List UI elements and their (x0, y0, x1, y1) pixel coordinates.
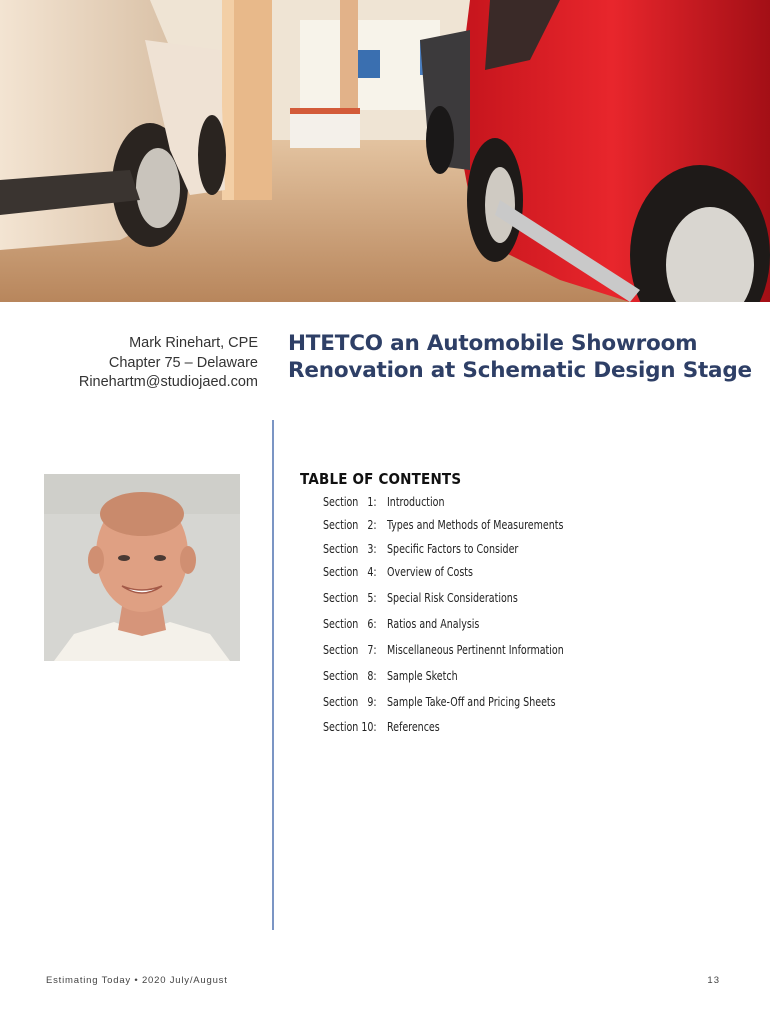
toc-item (323, 643, 743, 661)
hero-showroom-photo (0, 0, 770, 302)
toc-section-number: Section 9: (323, 695, 377, 709)
article-title-line-2: Renovation at Schematic Design Stage (288, 358, 752, 383)
toc-section-number: Section 10: (323, 720, 377, 734)
toc-heading: TABLE OF CONTENTS (300, 470, 462, 488)
article-title-line-1: HTETCO an Automobile Showroom (288, 331, 698, 356)
toc-section-title: Miscellaneous Pertinennt Information (387, 643, 564, 657)
toc-section-title: Sample Take-Off and Pricing Sheets (387, 695, 556, 709)
author-email: Rinehartm@studiojaed.com (78, 374, 258, 390)
author-block (18, 334, 258, 393)
toc-section-number: Section 5: (323, 591, 377, 605)
toc-item (323, 518, 743, 536)
toc-section-number: Section 1: (323, 495, 377, 509)
article-title (288, 330, 758, 384)
toc-section-number: Section 8: (323, 669, 377, 683)
toc-item (323, 591, 743, 609)
toc-section-title: Specific Factors to Consider (387, 542, 519, 556)
toc-section-title: Sample Sketch (387, 669, 458, 683)
author-name: Mark Rinehart, CPE (129, 335, 258, 351)
toc-section-number: Section 7: (323, 643, 377, 657)
toc-section-number: Section 3: (323, 542, 377, 556)
toc-item (323, 617, 743, 635)
toc-section-title: Introduction (387, 495, 445, 509)
toc-item (323, 542, 743, 560)
author-headshot (44, 474, 240, 661)
page-number: 13 (707, 975, 720, 986)
toc-section-number: Section 6: (323, 617, 377, 631)
toc-section-title: Types and Methods of Measurements (387, 518, 564, 532)
author-chapter: Chapter 75 – Delaware (108, 354, 258, 371)
toc-item (323, 695, 743, 713)
toc-section-number: Section 4: (323, 565, 377, 579)
toc-section-title: Overview of Costs (387, 565, 473, 579)
showroom-illustration (0, 0, 770, 302)
headshot-illustration (44, 474, 240, 661)
footer-publication: Estimating Today • 2020 July/August (46, 975, 228, 986)
toc-item (323, 495, 743, 513)
toc-item (323, 669, 743, 687)
toc-section-title: Ratios and Analysis (387, 617, 480, 631)
toc-item (323, 720, 743, 738)
toc-item (323, 565, 743, 583)
vertical-divider (272, 420, 274, 930)
toc-section-number: Section 2: (323, 518, 377, 532)
toc-section-title: Special Risk Considerations (387, 591, 518, 605)
toc-section-title: References (387, 720, 440, 734)
